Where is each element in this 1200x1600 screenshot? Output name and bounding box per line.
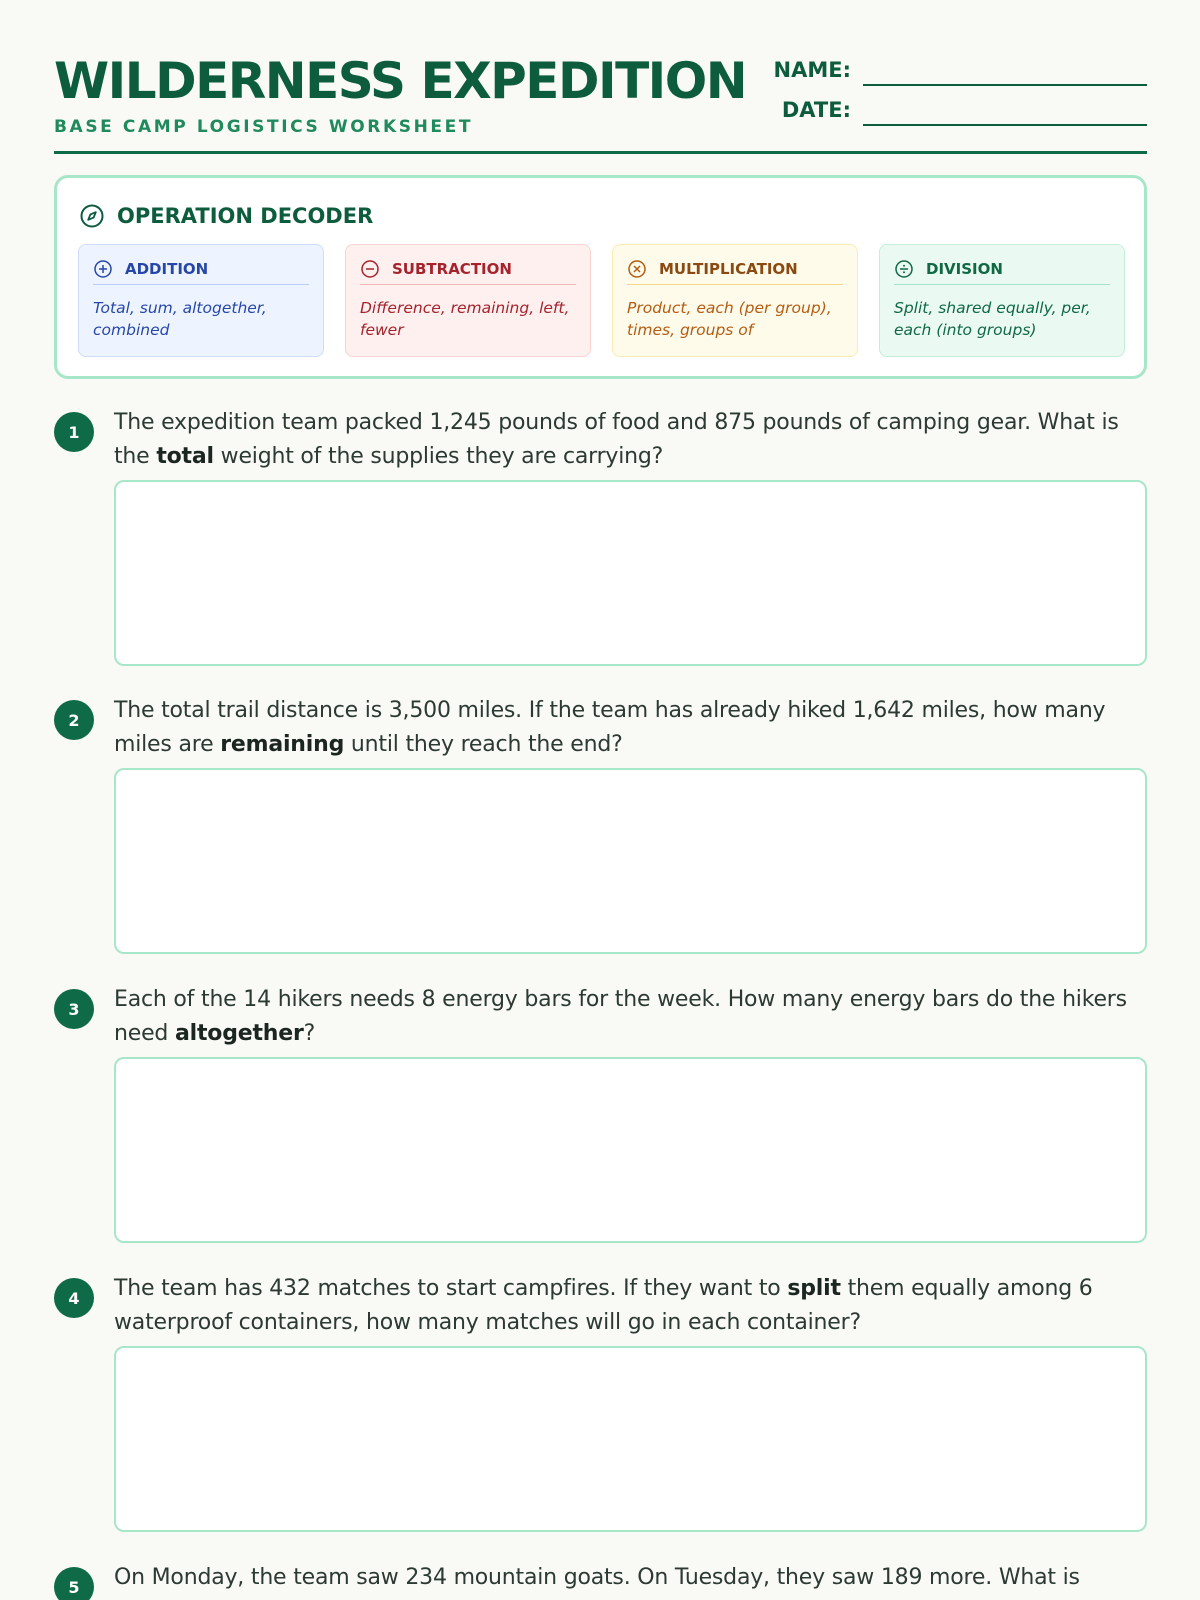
division-card	[879, 244, 1125, 357]
problem-text-part: The total trail distance is 3,500 miles. If the team has already hiked 1,642 miles, how many miles are	[114, 698, 1106, 757]
problem-text-part: Each of the 14 hikers needs 8 energy bars for the week. How many energy bars do the hikers need	[114, 987, 1127, 1046]
division-card-head	[894, 259, 1110, 285]
worksheet-title: WILDERNESS EXPEDITION	[54, 52, 747, 110]
name-label: NAME:	[773, 58, 851, 82]
multiplication-keywords: Product, each (per group), times, groups of	[627, 299, 832, 339]
minus-circle-icon	[360, 259, 380, 279]
problem-text	[114, 406, 1147, 474]
problem-number: 1	[54, 412, 94, 452]
multiplication-card	[612, 244, 858, 357]
problem-text-part: ?	[303, 1021, 316, 1046]
worksheet-header	[54, 0, 1147, 154]
problem-keyword: altogether	[174, 1021, 304, 1046]
name-line[interactable]	[863, 84, 1147, 86]
plus-circle-icon	[93, 259, 113, 279]
times-circle-icon	[627, 259, 647, 279]
problem-keyword: remaining	[220, 732, 345, 757]
problem-number: 4	[54, 1278, 94, 1318]
subtraction-label: SUBTRACTION	[392, 259, 512, 278]
subtraction-card	[345, 244, 591, 357]
problem-text-part: until they reach the end?	[344, 732, 623, 757]
addition-card-head	[93, 259, 309, 285]
problem-text-part: The expedition team packed 1,245 pounds of food and 875 pounds of camping gear. What is the	[114, 410, 1119, 469]
answer-box[interactable]	[114, 1057, 1147, 1243]
addition-keywords: Total, sum, altogether, combined	[93, 299, 267, 339]
division-keywords: Split, shared equally, per, each (into groups)	[894, 299, 1091, 339]
multiplication-label: MULTIPLICATION	[659, 259, 798, 278]
problem-keyword: total	[156, 444, 214, 469]
date-line[interactable]	[863, 124, 1147, 126]
date-field[interactable]	[763, 96, 1147, 126]
addition-card	[78, 244, 324, 357]
answer-box[interactable]	[114, 1346, 1147, 1532]
operation-cards	[78, 244, 1125, 357]
addition-label: ADDITION	[125, 259, 209, 278]
answer-box[interactable]	[114, 480, 1147, 666]
division-label: DIVISION	[926, 259, 1003, 278]
problem-text-part: On Monday, the team saw 234 mountain goats. On Tuesday, they saw 189 more. What is	[114, 1565, 1080, 1590]
worksheet-page	[54, 0, 1147, 1597]
name-field[interactable]	[763, 56, 1147, 86]
worksheet-subtitle: BASE CAMP LOGISTICS WORKSHEET	[54, 117, 474, 137]
problem-text-part: them equally among 6 waterproof containers, how many matches will go in each container?	[114, 1276, 1093, 1335]
operation-decoder-panel	[54, 175, 1147, 379]
answer-box[interactable]	[114, 768, 1147, 954]
subtraction-card-head	[360, 259, 576, 285]
decoder-title: OPERATION DECODER	[117, 204, 374, 228]
divide-circle-icon	[894, 259, 914, 279]
decoder-heading	[79, 202, 373, 230]
problem-keyword: split	[787, 1276, 841, 1301]
problem-text	[114, 983, 1147, 1051]
problem-text-part: weight of the supplies they are carrying?	[213, 444, 664, 469]
multiplication-card-head	[627, 259, 843, 285]
problem-number: 3	[54, 989, 94, 1029]
problem-text	[114, 1561, 1147, 1595]
problem-number: 2	[54, 700, 94, 740]
problem-text	[114, 694, 1147, 762]
problem-text	[114, 1272, 1147, 1340]
subtraction-keywords: Difference, remaining, left, fewer	[360, 299, 570, 339]
problem-number: 5	[54, 1567, 94, 1600]
problem-text-part: The team has 432 matches to start campfires. If they want to	[114, 1276, 788, 1301]
date-label: DATE:	[781, 98, 851, 122]
compass-icon	[79, 203, 105, 229]
